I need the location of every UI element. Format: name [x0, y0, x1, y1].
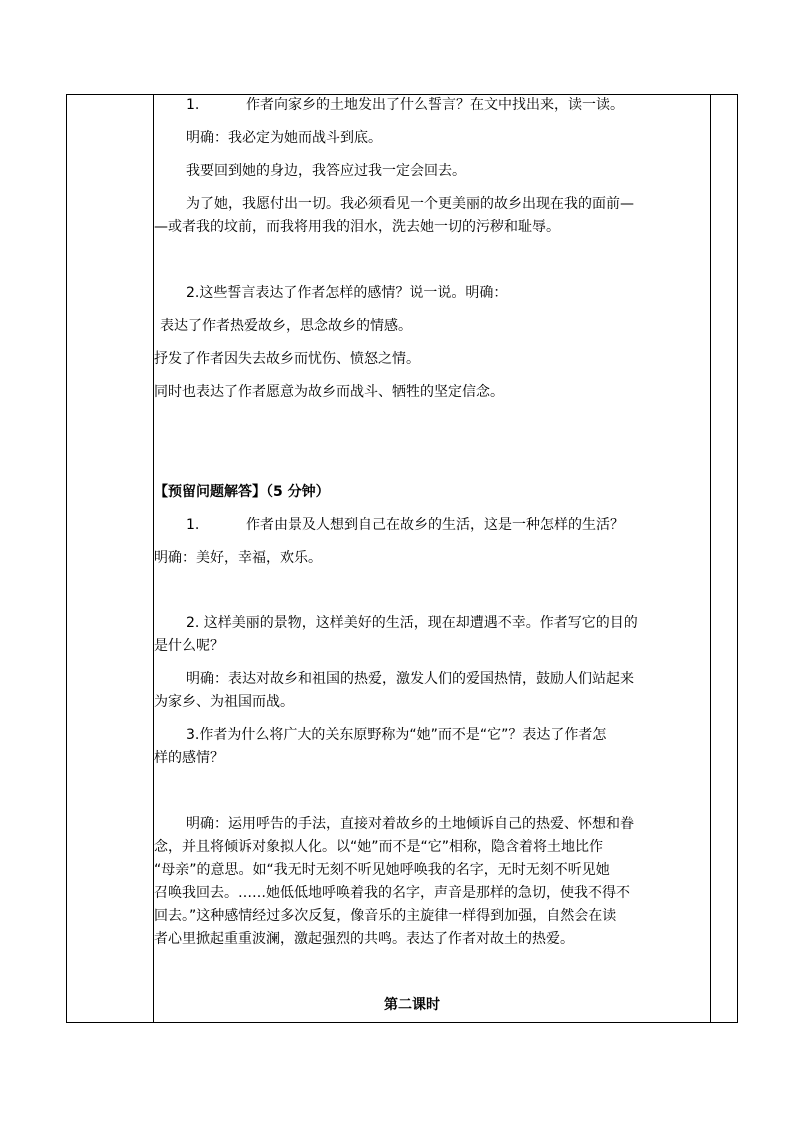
- problem-3-answer-line-1: 明确：运用呼告的手法，直接对着故乡的土地倾诉自己的热爱、怀想和眷: [186, 816, 634, 832]
- problem-2-answer-line-2: 为家乡、为祖国而战。: [154, 694, 294, 710]
- answer-2-line-1: 表达了作者热爱故乡，思念故乡的情感。: [160, 318, 412, 334]
- problem-1-answer: 明确：美好，幸福，欢乐。: [154, 550, 322, 566]
- problem-2-answer-line-1: 明确：表达对故乡和祖国的热爱，激发人们的爱国热情，鼓励人们站起来: [186, 671, 634, 687]
- problem-3-answer-line-5: 回去。”这种感情经过多次反复，像音乐的主旋律一样得到加强，自然会在读: [154, 908, 617, 924]
- answer-1-line-1: 明确：我必定为她而战斗到底。: [186, 130, 382, 146]
- answer-1-line-3a: 为了她，我愿付出一切。我必须看见一个更美丽的故乡出现在我的面前—: [186, 196, 634, 212]
- problem-2-line-2: 是什么呢？: [154, 638, 224, 654]
- problem-1-number: 1.: [186, 517, 200, 533]
- question-2-text: 2.这些誓言表达了作者怎样的感情？说一说。明确：: [186, 285, 508, 301]
- problem-3-line-2: 样的感情？: [154, 750, 224, 766]
- section-title: 【预留问题解答】（5 分钟）: [154, 484, 330, 500]
- answer-2-line-3: 同时也表达了作者愿意为故乡而战斗、牺牲的坚定信念。: [154, 384, 504, 400]
- lesson-title: 第二课时: [384, 997, 440, 1013]
- right-column-divider: [710, 95, 711, 1022]
- problem-3-line-1: 3.作者为什么将广大的关东原野称为“她”而不是“它”？表达了作者怎: [186, 727, 607, 743]
- question-1-text: 作者向家乡的土地发出了什么誓言？在文中找出来，读一读。: [246, 97, 624, 113]
- problem-3-answer-line-3: “母亲”的意思。如“我无时无刻不听见她呼唤我的名字，无时无刻不听见她: [154, 862, 610, 878]
- answer-1-line-2: 我要回到她的身边，我答应过我一定会回去。: [186, 163, 466, 179]
- question-1-number: 1.: [186, 97, 200, 113]
- problem-1-text: 作者由景及人想到自己在故乡的生活，这是一种怎样的生活？: [246, 517, 624, 533]
- problem-3-answer-line-2: 念，并且将倾诉对象拟人化。以“她”而不是“它”相称，隐含着将土地比作: [154, 839, 604, 855]
- answer-2-line-2: 抒发了作者因失去故乡而忧伤、愤怒之情。: [154, 351, 420, 367]
- problem-2-line-1: 2. 这样美丽的景物，这样美好的生活，现在却遭遇不幸。作者写它的目的: [186, 615, 638, 631]
- problem-3-answer-line-6: 者心里掀起重重波澜，激起强烈的共鸣。表达了作者对故土的热爱。: [154, 931, 574, 947]
- answer-1-line-3b: —或者我的坟前，而我将用我的泪水，洗去她一切的污秽和耻辱。: [154, 219, 560, 235]
- problem-3-answer-line-4: 召唤我回去。……她低低地呼唤着我的名字，声音是那样的急切，使我不得不: [154, 885, 630, 901]
